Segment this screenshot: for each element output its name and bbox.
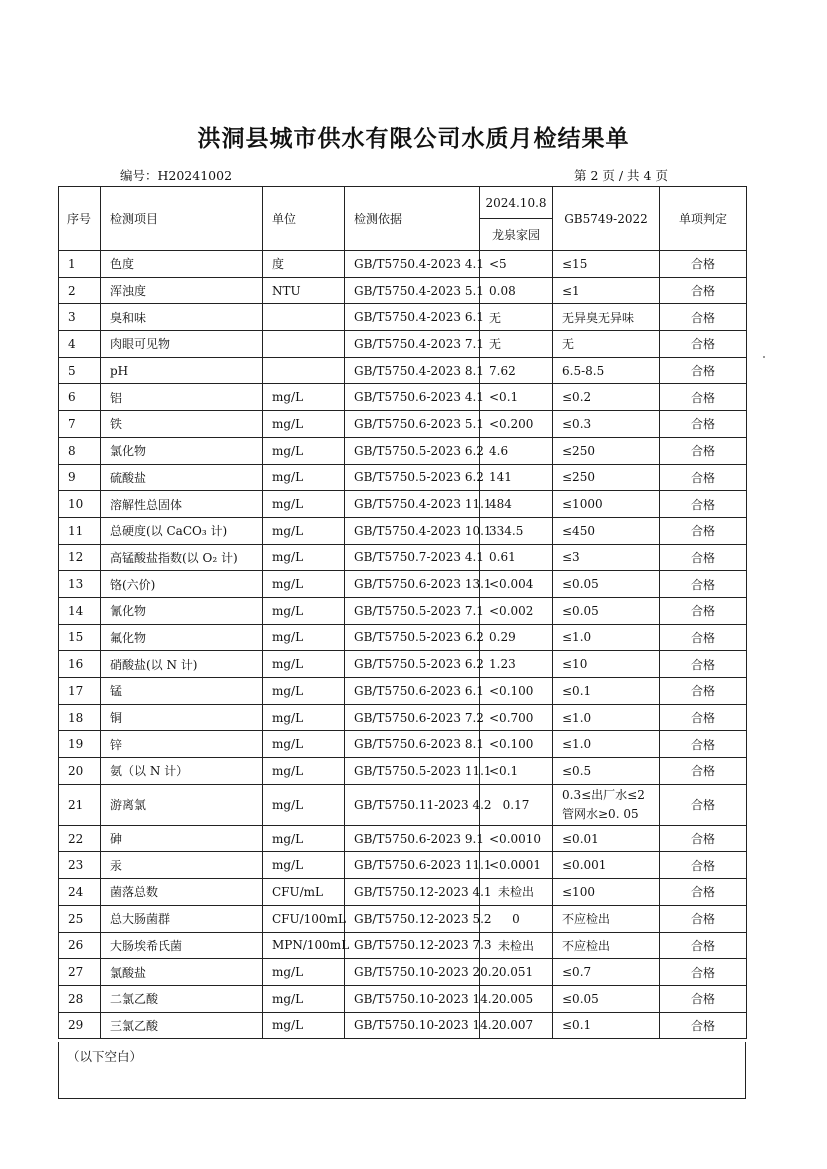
row-item: 大肠埃希氏菌 <box>101 932 263 959</box>
row-basis: GB/T5750.6-2023 13.1 <box>345 571 480 598</box>
row-basis: GB/T5750.6-2023 4.1 <box>345 384 480 411</box>
row-seq: 24 <box>59 879 101 906</box>
row-unit: mg/L <box>263 852 345 879</box>
row-unit: mg/L <box>263 959 345 986</box>
row-seq: 17 <box>59 678 101 705</box>
table-row <box>59 624 747 651</box>
row-seq: 8 <box>59 437 101 464</box>
table-row <box>59 879 747 906</box>
row-basis: GB/T5750.10-2023 20.2 <box>345 959 480 986</box>
row-unit: mg/L <box>263 825 345 852</box>
row-result: 1.23 <box>480 651 553 678</box>
row-basis: GB/T5750.6-2023 6.1 <box>345 678 480 705</box>
row-result: 无 <box>480 304 553 331</box>
row-item: 铁 <box>101 411 263 438</box>
row-seq: 5 <box>59 357 101 384</box>
row-unit: mg/L <box>263 384 345 411</box>
row-item: 高锰酸盐指数(以 O₂ 计) <box>101 544 263 571</box>
header-item: 检测项目 <box>101 187 263 251</box>
row-judgement: 合格 <box>660 411 747 438</box>
table-row <box>59 277 747 304</box>
table-row <box>59 571 747 598</box>
page-indicator: 第 2 页 / 共 4 页 <box>574 168 668 183</box>
row-result: <0.004 <box>480 571 553 598</box>
table-row <box>59 651 747 678</box>
table-row <box>59 411 747 438</box>
row-basis: GB/T5750.6-2023 8.1 <box>345 731 480 758</box>
row-judgement: 合格 <box>660 758 747 785</box>
row-basis: GB/T5750.4-2023 10.1 <box>345 517 480 544</box>
table-row <box>59 384 747 411</box>
row-seq: 4 <box>59 331 101 358</box>
row-judgement: 合格 <box>660 251 747 278</box>
row-item: 总大肠菌群 <box>101 905 263 932</box>
table-row <box>59 932 747 959</box>
row-item: 铝 <box>101 384 263 411</box>
row-unit: mg/L <box>263 411 345 438</box>
row-judgement: 合格 <box>660 784 747 825</box>
row-limit: ≤250 <box>553 437 660 464</box>
row-unit: mg/L <box>263 597 345 624</box>
row-seq: 21 <box>59 784 101 825</box>
row-judgement: 合格 <box>660 384 747 411</box>
row-seq: 7 <box>59 411 101 438</box>
table-row <box>59 825 747 852</box>
row-item: 氟化物 <box>101 624 263 651</box>
row-result: <0.200 <box>480 411 553 438</box>
row-item: 总硬度(以 CaCO₃ 计) <box>101 517 263 544</box>
row-unit: 度 <box>263 251 345 278</box>
row-result: <0.700 <box>480 704 553 731</box>
row-result: 未检出 <box>480 932 553 959</box>
row-basis: GB/T5750.12-2023 7.3 <box>345 932 480 959</box>
row-limit: ≤0.2 <box>553 384 660 411</box>
row-basis: GB/T5750.4-2023 8.1 <box>345 357 480 384</box>
row-limit <box>553 784 660 825</box>
table-row <box>59 464 747 491</box>
row-result: 无 <box>480 331 553 358</box>
row-limit: ≤1000 <box>553 491 660 518</box>
row-result: 未检出 <box>480 879 553 906</box>
row-result: <0.100 <box>480 731 553 758</box>
header-unit: 单位 <box>263 187 345 251</box>
row-result: 141 <box>480 464 553 491</box>
row-judgement: 合格 <box>660 959 747 986</box>
row-judgement: 合格 <box>660 879 747 906</box>
row-limit: ≤100 <box>553 879 660 906</box>
row-result: <0.0010 <box>480 825 553 852</box>
row-limit: ≤0.5 <box>553 758 660 785</box>
row-judgement: 合格 <box>660 932 747 959</box>
row-result: 0.17 <box>480 784 553 825</box>
row-result: 0.005 <box>480 985 553 1012</box>
row-judgement: 合格 <box>660 437 747 464</box>
scan-speck <box>763 356 765 358</box>
row-item: 锰 <box>101 678 263 705</box>
table-row <box>59 491 747 518</box>
row-unit: mg/L <box>263 985 345 1012</box>
row-basis: GB/T5750.4-2023 5.1 <box>345 277 480 304</box>
row-seq: 10 <box>59 491 101 518</box>
table-row <box>59 331 747 358</box>
header-basis: 检测依据 <box>345 187 480 251</box>
row-item: 浑浊度 <box>101 277 263 304</box>
row-judgement: 合格 <box>660 544 747 571</box>
row-result: <0.002 <box>480 597 553 624</box>
row-limit: ≤450 <box>553 517 660 544</box>
row-basis: GB/T5750.6-2023 9.1 <box>345 825 480 852</box>
row-judgement: 合格 <box>660 704 747 731</box>
row-item: 硫酸盐 <box>101 464 263 491</box>
table-row <box>59 731 747 758</box>
row-judgement: 合格 <box>660 304 747 331</box>
row-judgement: 合格 <box>660 985 747 1012</box>
blank-remark-box <box>58 1042 746 1099</box>
row-judgement: 合格 <box>660 597 747 624</box>
table-row <box>59 784 747 825</box>
table-row <box>59 544 747 571</box>
row-unit: mg/L <box>263 437 345 464</box>
row-seq: 13 <box>59 571 101 598</box>
row-limit: ≤0.05 <box>553 985 660 1012</box>
row-basis: GB/T5750.4-2023 7.1 <box>345 331 480 358</box>
row-item: 色度 <box>101 251 263 278</box>
row-item: 汞 <box>101 852 263 879</box>
row-basis: GB/T5750.5-2023 6.2 <box>345 651 480 678</box>
row-judgement: 合格 <box>660 624 747 651</box>
row-limit: 6.5-8.5 <box>553 357 660 384</box>
table-row <box>59 597 747 624</box>
table-row <box>59 251 747 278</box>
row-seq: 29 <box>59 1012 101 1039</box>
row-item: 臭和味 <box>101 304 263 331</box>
row-seq: 26 <box>59 932 101 959</box>
row-seq: 23 <box>59 852 101 879</box>
row-basis: GB/T5750.10-2023 14.2 <box>345 985 480 1012</box>
row-result: 334.5 <box>480 517 553 544</box>
row-unit: mg/L <box>263 731 345 758</box>
row-unit: mg/L <box>263 571 345 598</box>
row-basis: GB/T5750.7-2023 4.1 <box>345 544 480 571</box>
row-judgement: 合格 <box>660 651 747 678</box>
row-basis: GB/T5750.4-2023 6.1 <box>345 304 480 331</box>
row-result: 0.007 <box>480 1012 553 1039</box>
row-seq: 1 <box>59 251 101 278</box>
table-row <box>59 959 747 986</box>
table-row <box>59 357 747 384</box>
row-result: 7.62 <box>480 357 553 384</box>
row-basis: GB/T5750.5-2023 11.1 <box>345 758 480 785</box>
row-limit: 不应检出 <box>553 932 660 959</box>
row-seq: 25 <box>59 905 101 932</box>
table-row <box>59 758 747 785</box>
row-seq: 18 <box>59 704 101 731</box>
row-item: pH <box>101 357 263 384</box>
row-limit: ≤0.3 <box>553 411 660 438</box>
row-basis: GB/T5750.10-2023 14.2 <box>345 1012 480 1039</box>
row-item: 氯化物 <box>101 437 263 464</box>
report-code: 编号：H20241002 <box>120 168 233 183</box>
row-seq: 27 <box>59 959 101 986</box>
table-row <box>59 704 747 731</box>
row-item: 氯酸盐 <box>101 959 263 986</box>
row-basis: GB/T5750.5-2023 6.2 <box>345 437 480 464</box>
row-item: 砷 <box>101 825 263 852</box>
row-item: 氰化物 <box>101 597 263 624</box>
row-seq: 16 <box>59 651 101 678</box>
row-limit: ≤0.05 <box>553 571 660 598</box>
row-judgement: 合格 <box>660 464 747 491</box>
row-item: 二氯乙酸 <box>101 985 263 1012</box>
row-unit: mg/L <box>263 1012 345 1039</box>
row-seq: 28 <box>59 985 101 1012</box>
header-standard: GB5749-2022 <box>553 187 660 251</box>
row-limit: ≤0.001 <box>553 852 660 879</box>
row-limit: ≤0.7 <box>553 959 660 986</box>
row-result: <0.0001 <box>480 852 553 879</box>
row-unit <box>263 331 345 358</box>
header-row-1 <box>59 187 747 219</box>
row-limit: ≤0.05 <box>553 597 660 624</box>
row-limit: ≤3 <box>553 544 660 571</box>
row-result: 0.29 <box>480 624 553 651</box>
table-row <box>59 517 747 544</box>
row-unit <box>263 304 345 331</box>
row-result: <0.1 <box>480 384 553 411</box>
row-seq: 9 <box>59 464 101 491</box>
row-judgement: 合格 <box>660 571 747 598</box>
header-site: 龙泉家园 <box>480 219 553 251</box>
row-result: 484 <box>480 491 553 518</box>
blank-remark-text: （以下空白） <box>67 1049 143 1064</box>
row-item: 铜 <box>101 704 263 731</box>
row-unit: mg/L <box>263 704 345 731</box>
table-row <box>59 304 747 331</box>
row-basis: GB/T5750.12-2023 4.1 <box>345 879 480 906</box>
header-judgement: 单项判定 <box>660 187 747 251</box>
row-limit: 不应检出 <box>553 905 660 932</box>
row-seq: 6 <box>59 384 101 411</box>
row-limit-line: 0.3≤出厂水≤2 <box>562 787 645 802</box>
row-limit: 无 <box>553 331 660 358</box>
table-row <box>59 985 747 1012</box>
row-item: 锌 <box>101 731 263 758</box>
row-unit: mg/L <box>263 784 345 825</box>
row-unit: mg/L <box>263 517 345 544</box>
table-row <box>59 1012 747 1039</box>
row-seq: 15 <box>59 624 101 651</box>
row-basis: GB/T5750.6-2023 7.2 <box>345 704 480 731</box>
row-unit: mg/L <box>263 758 345 785</box>
row-limit: ≤1.0 <box>553 704 660 731</box>
row-item: 铬(六价) <box>101 571 263 598</box>
row-limit: ≤0.01 <box>553 825 660 852</box>
row-result: 0 <box>480 905 553 932</box>
row-result: <0.1 <box>480 758 553 785</box>
row-result: <5 <box>480 251 553 278</box>
row-limit: ≤0.1 <box>553 1012 660 1039</box>
row-judgement: 合格 <box>660 277 747 304</box>
row-unit: mg/L <box>263 651 345 678</box>
row-result: 0.08 <box>480 277 553 304</box>
row-item: 硝酸盐(以 N 计) <box>101 651 263 678</box>
row-seq: 14 <box>59 597 101 624</box>
row-judgement: 合格 <box>660 905 747 932</box>
row-unit: mg/L <box>263 678 345 705</box>
row-seq: 3 <box>59 304 101 331</box>
row-limit: ≤0.1 <box>553 678 660 705</box>
row-limit: ≤250 <box>553 464 660 491</box>
table-row <box>59 678 747 705</box>
row-basis: GB/T5750.4-2023 11.1 <box>345 491 480 518</box>
row-basis: GB/T5750.6-2023 5.1 <box>345 411 480 438</box>
header-seq: 序号 <box>59 187 101 251</box>
row-judgement: 合格 <box>660 331 747 358</box>
row-seq: 22 <box>59 825 101 852</box>
table-row <box>59 905 747 932</box>
water-quality-table <box>58 186 747 1039</box>
row-unit: mg/L <box>263 544 345 571</box>
row-judgement: 合格 <box>660 825 747 852</box>
row-result: <0.100 <box>480 678 553 705</box>
row-limit: ≤10 <box>553 651 660 678</box>
row-basis: GB/T5750.6-2023 11.1 <box>345 852 480 879</box>
row-unit: MPN/100mL <box>263 932 345 959</box>
row-basis: GB/T5750.11-2023 4.2 <box>345 784 480 825</box>
row-seq: 12 <box>59 544 101 571</box>
row-basis: GB/T5750.5-2023 6.2 <box>345 464 480 491</box>
row-result: 0.051 <box>480 959 553 986</box>
row-basis: GB/T5750.5-2023 6.2 <box>345 624 480 651</box>
row-judgement: 合格 <box>660 517 747 544</box>
row-item: 肉眼可见物 <box>101 331 263 358</box>
table-row <box>59 852 747 879</box>
row-seq: 2 <box>59 277 101 304</box>
row-item: 游离氯 <box>101 784 263 825</box>
row-seq: 19 <box>59 731 101 758</box>
row-item: 溶解性总固体 <box>101 491 263 518</box>
row-limit: ≤15 <box>553 251 660 278</box>
row-unit <box>263 357 345 384</box>
row-basis: GB/T5750.4-2023 4.1 <box>345 251 480 278</box>
row-limit-line: 管网水≥0. 05 <box>562 806 639 821</box>
row-basis: GB/T5750.12-2023 5.2 <box>345 905 480 932</box>
row-judgement: 合格 <box>660 357 747 384</box>
row-limit: ≤1.0 <box>553 731 660 758</box>
row-limit: ≤1.0 <box>553 624 660 651</box>
row-judgement: 合格 <box>660 678 747 705</box>
row-seq: 20 <box>59 758 101 785</box>
row-unit: mg/L <box>263 491 345 518</box>
row-judgement: 合格 <box>660 852 747 879</box>
row-judgement: 合格 <box>660 491 747 518</box>
row-limit: 无异臭无异味 <box>553 304 660 331</box>
row-limit: ≤1 <box>553 277 660 304</box>
row-result: 0.61 <box>480 544 553 571</box>
row-result: 4.6 <box>480 437 553 464</box>
row-item: 氨（以 N 计） <box>101 758 263 785</box>
report-title: 洪洞县城市供水有限公司水质月检结果单 <box>197 126 630 152</box>
row-item: 菌落总数 <box>101 879 263 906</box>
row-unit: mg/L <box>263 624 345 651</box>
row-judgement: 合格 <box>660 1012 747 1039</box>
row-unit: CFU/mL <box>263 879 345 906</box>
row-unit: CFU/100mL <box>263 905 345 932</box>
row-unit: NTU <box>263 277 345 304</box>
row-item: 三氯乙酸 <box>101 1012 263 1039</box>
row-unit: mg/L <box>263 464 345 491</box>
table-row <box>59 437 747 464</box>
row-basis: GB/T5750.5-2023 7.1 <box>345 597 480 624</box>
row-judgement: 合格 <box>660 731 747 758</box>
row-seq: 11 <box>59 517 101 544</box>
header-date: 2024.10.8 <box>480 187 553 219</box>
